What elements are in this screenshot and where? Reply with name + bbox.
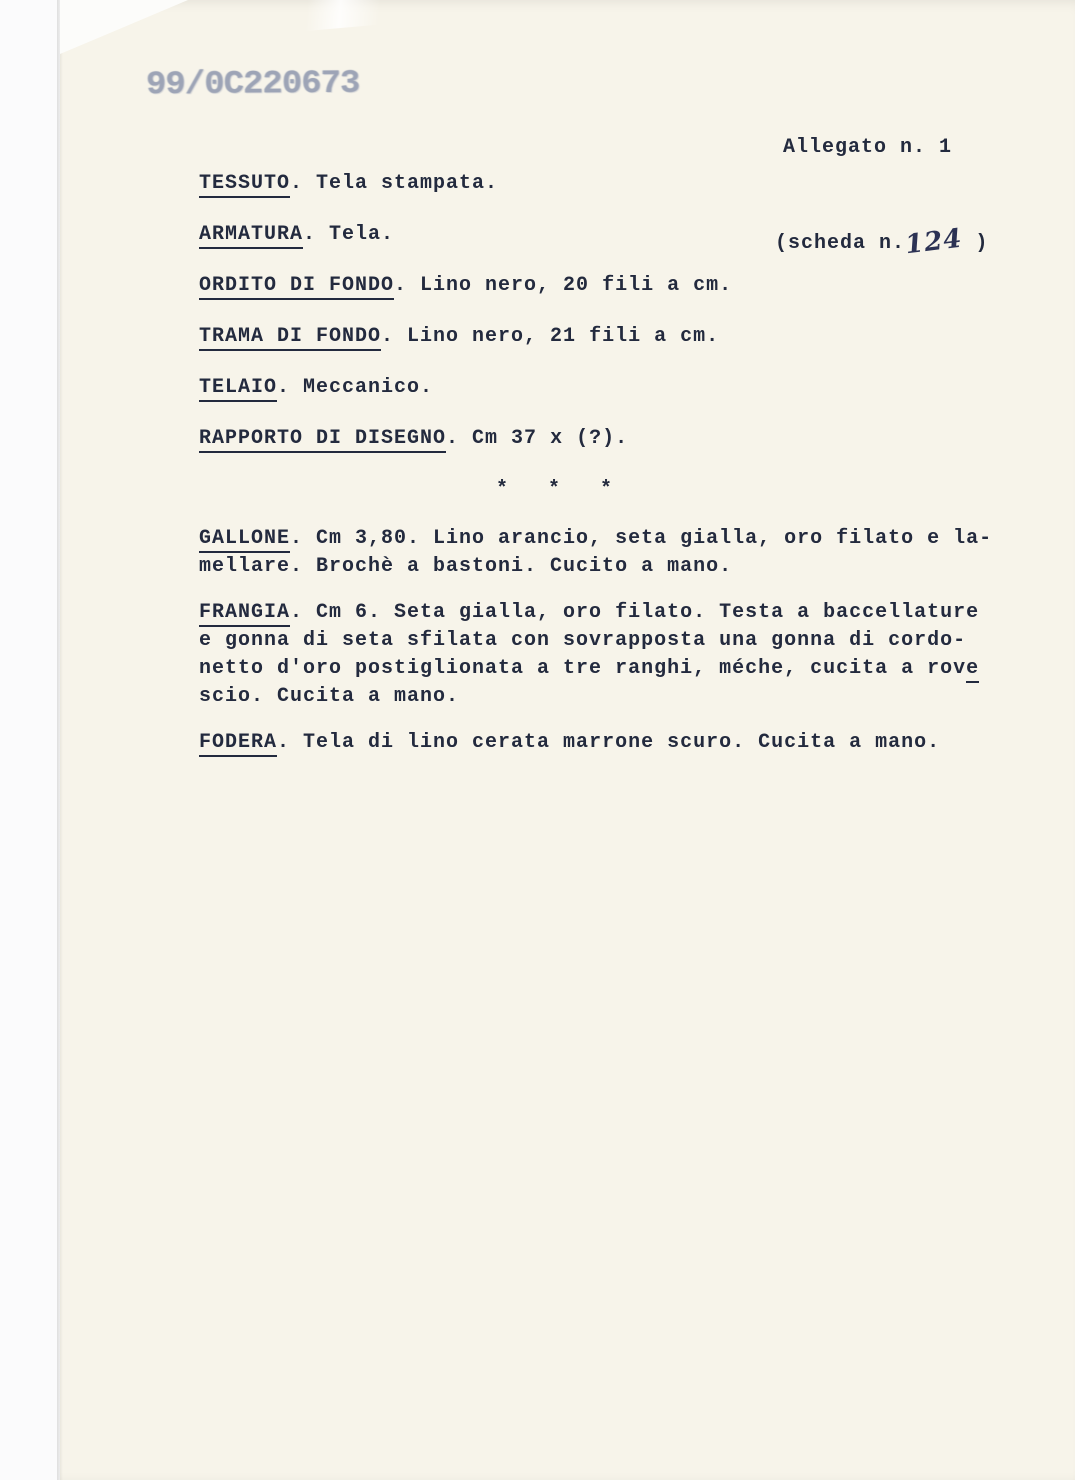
field-row-trama-di-fondo [199,323,1011,351]
field-value: . Lino nero, 20 fili a cm. [394,274,733,297]
field-label: TELAIO [199,376,277,402]
paragraph-line: mellare. Brochè a bastoni. Cucito a mano. [199,555,733,578]
paragraph-line: e gonna di seta sfilata con sovrapposta una gonna di cordo- [199,629,967,652]
paper-crease [174,0,506,42]
scanner-edge-strip [0,0,60,1480]
scheda-close-paren: ) [962,232,989,255]
field-row-ordito-di-fondo [199,272,1011,300]
field-row-rapporto-di-disegno [199,425,1011,453]
paragraph-line [199,729,1011,757]
field-value: . Tela. [303,223,395,246]
field-label: TRAMA DI FONDO [199,325,381,351]
paragraph-line [199,525,1011,553]
field-label: TESSUTO [199,172,290,198]
field-value: . Meccanico. [277,376,434,399]
paragraph-text: . Cm 3,80. Lino arancio, seta gialla, oro filato e la- [290,527,993,550]
field-row-tessuto [199,170,1011,198]
field-label: ARMATURA [199,223,303,249]
paragraph-fodera [199,729,1011,757]
page-corner-fold [60,0,188,54]
scheda-label: (scheda n. [775,232,906,255]
paragraph-line: scio. Cucita a mano. [199,685,460,708]
inventory-stamp: 99/0C220673 [145,66,360,104]
paragraph-label: FRANGIA [199,601,290,627]
field-row-armatura [199,221,1011,249]
handwritten-scheda-number: 124 [903,223,965,261]
field-value: . Lino nero, 21 fili a cm. [381,325,720,348]
paragraph-text: netto d'oro postiglionata a tre ranghi, méche, cucita a rov [199,657,967,680]
field-row-telaio [199,374,1011,402]
paragraph-label: FODERA [199,731,277,757]
paragraph-line [199,655,1011,683]
field-value: . Cm 37 x (?). [446,427,629,450]
section-separator-asterisks: * * * [495,478,626,501]
typed-body [199,170,1011,775]
paragraph-label: GALLONE [199,527,290,553]
paragraph-frangia [199,599,1011,711]
paragraph-text: . Cm 6. Seta gialla, oro filato. Testa a baccellature [290,601,980,624]
field-value: . Tela stampata. [290,172,499,195]
paragraph-gallone [199,525,1011,581]
allegato-number-line: Allegato n. 1 [783,136,953,159]
paragraph-text: . Tela di lino cerata marrone scuro. Cucita a mano. [277,731,941,754]
continuation-underlined-letter: e [966,657,979,683]
paragraph-line [199,599,1011,627]
field-label: ORDITO DI FONDO [199,274,394,300]
field-label: RAPPORTO DI DISEGNO [199,427,446,453]
